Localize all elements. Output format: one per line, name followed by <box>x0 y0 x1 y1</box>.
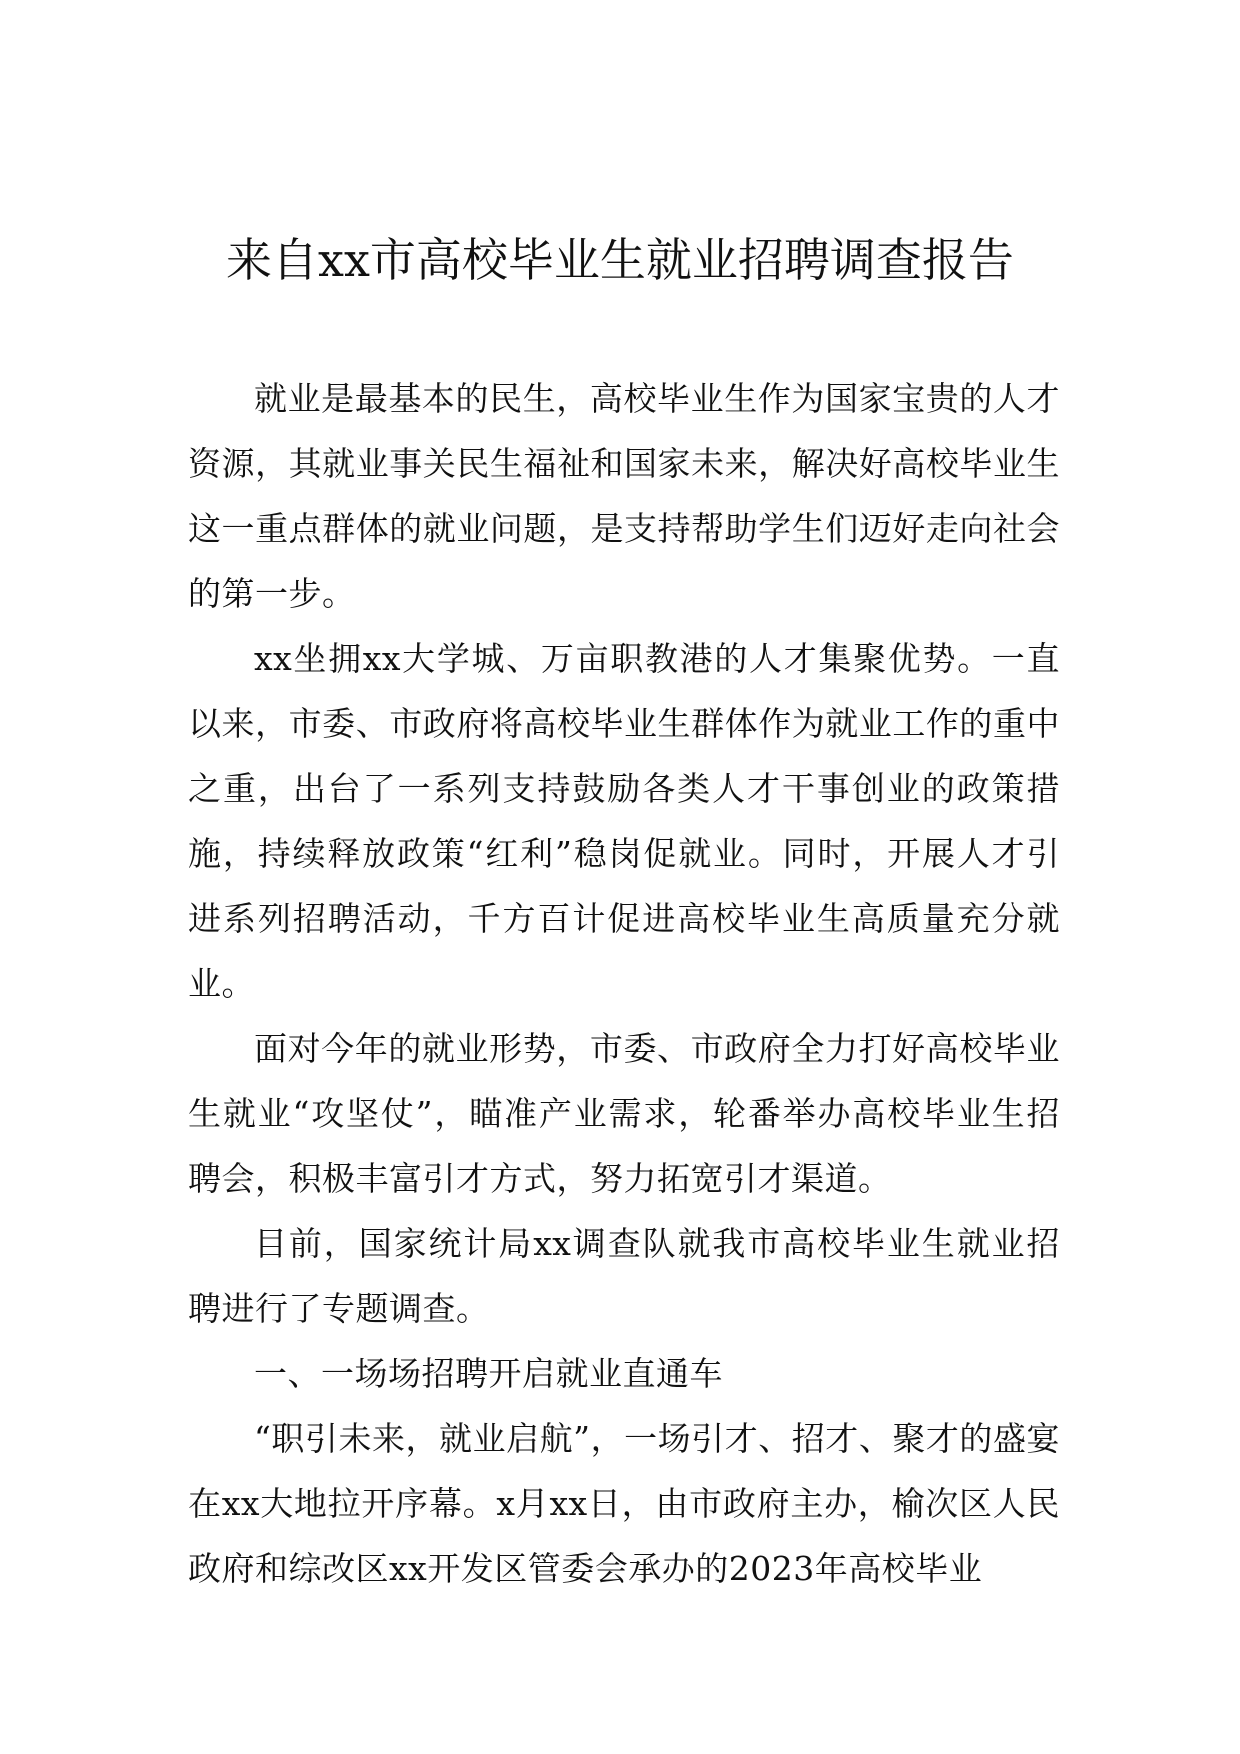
document-title: 来自xx市高校毕业生就业招聘调查报告 <box>226 233 1014 287</box>
paragraph-talent-advantage: xx坐拥xx大学城、万亩职教港的人才集聚优势。一直以来，市委、市政府将高校毕业生群体作为就业工作的重中之重，出台了一系列支持鼓励各类人才干事创业的政策措施，持续释放政策“红利”稳岗促就业。同时，开展人才引进系列招聘活动，千方百计促进高校毕业生高质量充分就业。 <box>188 639 1060 1003</box>
section-heading: 一、一场场招聘开启就业直通车 <box>254 1354 723 1393</box>
paragraph-intro: 就业是最基本的民生，高校毕业生作为国家宝贵的人才资源，其就业事关民生福祉和国家未来，解决好高校毕业生这一重点群体的就业问题，是支持帮助学生们迈好走向社会的第一步。 <box>188 379 1060 613</box>
paragraph-section-one: “职引未来，就业启航”，一场引才、招才、聚才的盛宴在xx大地拉开序幕。x月xx日，由市政府主办，榆次区人民政府和综改区xx开发区管委会承办的2023年高校毕业 <box>188 1419 1060 1588</box>
paragraph-survey-note: 目前，国家统计局xx调查队就我市高校毕业生就业招聘进行了专题调查。 <box>188 1224 1060 1328</box>
document-body <box>188 366 1060 1601</box>
paragraph-employment-situation: 面对今年的就业形势，市委、市政府全力打好高校毕业生就业“攻坚仗”，瞄准产业需求，轮番举办高校毕业生招聘会，积极丰富引才方式，努力拓宽引才渠道。 <box>188 1029 1060 1198</box>
